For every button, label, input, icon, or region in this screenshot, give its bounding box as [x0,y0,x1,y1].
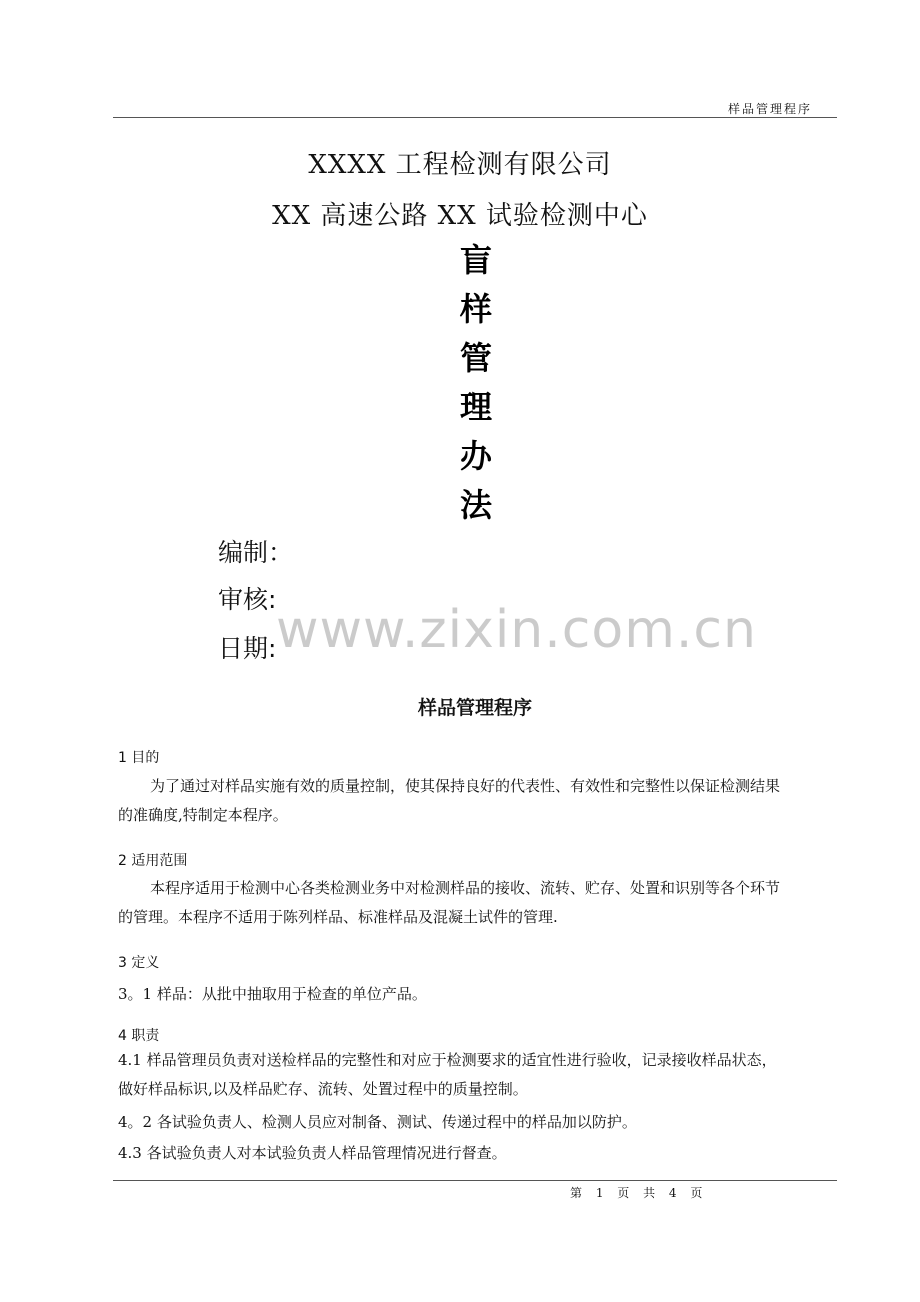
section-heading-duties: 4 职责 [118,1028,160,1044]
section-heading-purpose: 1 目的 [118,750,160,766]
company-name: XXXX 工程检测有限公司 [308,150,612,180]
duty-4-1 [118,1046,838,1104]
header-divider [113,117,837,118]
document-title: 样品管理程序 [417,697,532,719]
cover-title-char: 样 [459,290,492,328]
paragraph-line: 为了通过对样品实施有效的质量控制，使其保持良好的代表性、有效性和完整性以保证检测结果 [150,777,781,795]
definition-3-1: 3。1 样品：从批中抽取用于检查的单位产品。 [118,985,427,1003]
paragraph-line: 4.1 样品管理员负责对送检样品的完整性和对应于检测要求的适宜性进行验收，记录接收样品状态， [118,1051,777,1069]
cover-title [456,236,496,530]
duty-4-3: 4.3 各试验负责人对本试验负责人样品管理情况进行督查。 [118,1144,507,1162]
cover-title-char: 盲 [459,241,492,279]
paragraph-line: 做好样品标识,以及样品贮存、流转、处置过程中的质量控制。 [118,1080,528,1098]
footer-divider [113,1180,837,1181]
center-name: XX 高速公路 XX 试验检测中心 [272,201,648,231]
purpose-paragraph [118,772,838,830]
cover-title-char: 法 [459,486,492,524]
duty-4-2: 4。2 各试验负责人、检测人员应对制备、测试、传递过程中的样品加以防护。 [118,1113,637,1131]
cover-title-char: 理 [459,388,492,426]
running-header: 样品管理程序 [727,102,812,116]
cover-title-char: 办 [459,437,492,475]
paragraph-line: 的管理。本程序不适用于陈列样品、标准样品及混凝土试件的管理. [118,908,558,926]
paragraph-line: 本程序适用于检测中心各类检测业务中对检测样品的接收、流转、贮存、处置和识别等各个环节 [150,879,781,897]
page-number: 第 1 页 共 4 页 [570,1186,706,1200]
cover-title-char: 管 [459,339,492,377]
section-heading-definition: 3 定义 [118,955,160,971]
prepared-by-field: 编制： [218,538,294,567]
paragraph-line: 的准确度,特制定本程序。 [118,806,288,824]
date-field: 日期: [218,634,277,663]
reviewed-by-field: 审核: [218,585,277,614]
section-heading-scope: 2 适用范围 [118,853,188,869]
scope-paragraph [118,874,838,932]
watermark: www.zixin.com.cn [276,600,757,660]
